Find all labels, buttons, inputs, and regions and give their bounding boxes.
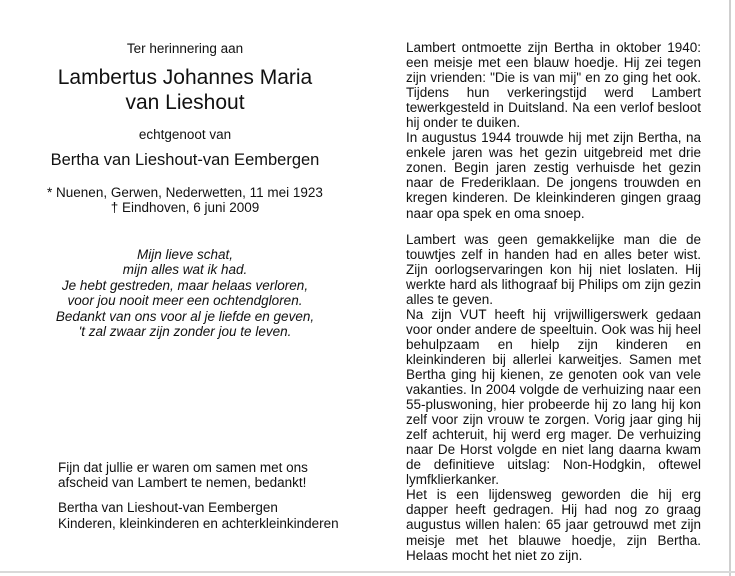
poem <box>0 247 370 339</box>
spouse-name: Bertha van Lieshout-van Eembergen <box>50 151 320 169</box>
deceased-name-line2: van Lieshout <box>125 91 245 114</box>
right-column-biography <box>406 40 701 563</box>
intro-text: Ter herinnering aan <box>126 41 244 56</box>
signoff-line: Kinderen, kleinkinderen en achterkleinkinderen <box>58 515 339 531</box>
card-edge-right <box>729 0 731 576</box>
poem-line: Je hebt gestreden, maar helaas verloren, <box>61 277 309 293</box>
biography-paragraph: In augustus 1944 trouwde hij met zijn Bertha, na enkele jaren was het gezin uitgebreid met drie zonen. Begin jaren zestig verhuisde het gezin naar de Frederiklaan. De jongens trouwden en kregen kinderen. De kleinkinderen gingen graag naar opa spek en oma snoep. <box>406 130 701 221</box>
poem-line: voor jou nooit meer een ochtendgloren. <box>67 293 303 309</box>
thanks-text: Fijn dat jullie er waren om samen met ons afscheid van Lambert te nemen, bedankt! <box>58 460 308 490</box>
birth-info: * Nuenen, Gerwen, Nederwetten, 11 mei 1923 <box>47 185 323 200</box>
poem-line: 't zal zwaar zijn zonder jou te leven. <box>78 324 292 340</box>
biography-paragraph: Het is een lijdensweg geworden die hij erg dapper heeft gedragen. Hij had nog zo graag augustus willen halen: 65 jaar getrouwd met zijn meisje met het blauwe hoedje, zijn Bertha. Helaas mocht het niet zo zijn. <box>406 487 701 563</box>
poem-line: mijn alles wat ik had. <box>122 262 248 278</box>
biography-paragraph: Na zijn VUT heeft hij vrijwilligerswerk gedaan voor onder andere de speeltuin. Ook was hij heel behulpzaam en hielp zijn kinderen en kleinkinderen bij allerlei karweitjes. Samen met Bertha ging hij kienen, ze genoten ook van vele vakanties. In 2004 volgde de verhuizing naar een 55-pluswoning, hier probeerde hij zo lang hij kon zelf voor zijn vrouw te zorgen. Vorig jaar ging hij zelf achteruit, hij werd erg mager. De verhuizing naar De Horst volgde en niet lang daarna kwam de definitieve uitslag: Non-Hodgkin, oftewel lymfklierkanker. <box>406 306 701 488</box>
signoff <box>58 500 358 531</box>
biography-paragraph: Lambert was geen gemakkelijke man die de touwtjes zelf in handen had en alles beter wist. Zijn oorlogservaringen kon hij niet loslaten. Hij werkte hard als lithograaf bij Philips om zijn gezin alles te geven. <box>406 231 701 307</box>
biography-paragraph: Lambert ontmoette zijn Bertha in oktober 1940: een meisje met een blauw hoedje. Hij zei tegen zijn vrienden: "Die is van mij" en zo ging het ook. Tijdens hun verkeringstijd werd Lambert tewerkgesteld in Duitsland. Na een verlof besloot hij onder te duiken. <box>406 40 701 131</box>
deceased-name-line1: Lambertus Johannes Maria <box>57 66 313 89</box>
spouse-label: echtgenoot van <box>138 127 232 142</box>
death-info: † Eindhoven, 6 juni 2009 <box>110 200 260 215</box>
poem-line: Bedankt van ons voor al je liefde en geven, <box>55 308 315 324</box>
signoff-line: Bertha van Lieshout-van Eembergen <box>58 500 278 515</box>
poem-line: Mijn lieve schat, <box>136 247 234 262</box>
